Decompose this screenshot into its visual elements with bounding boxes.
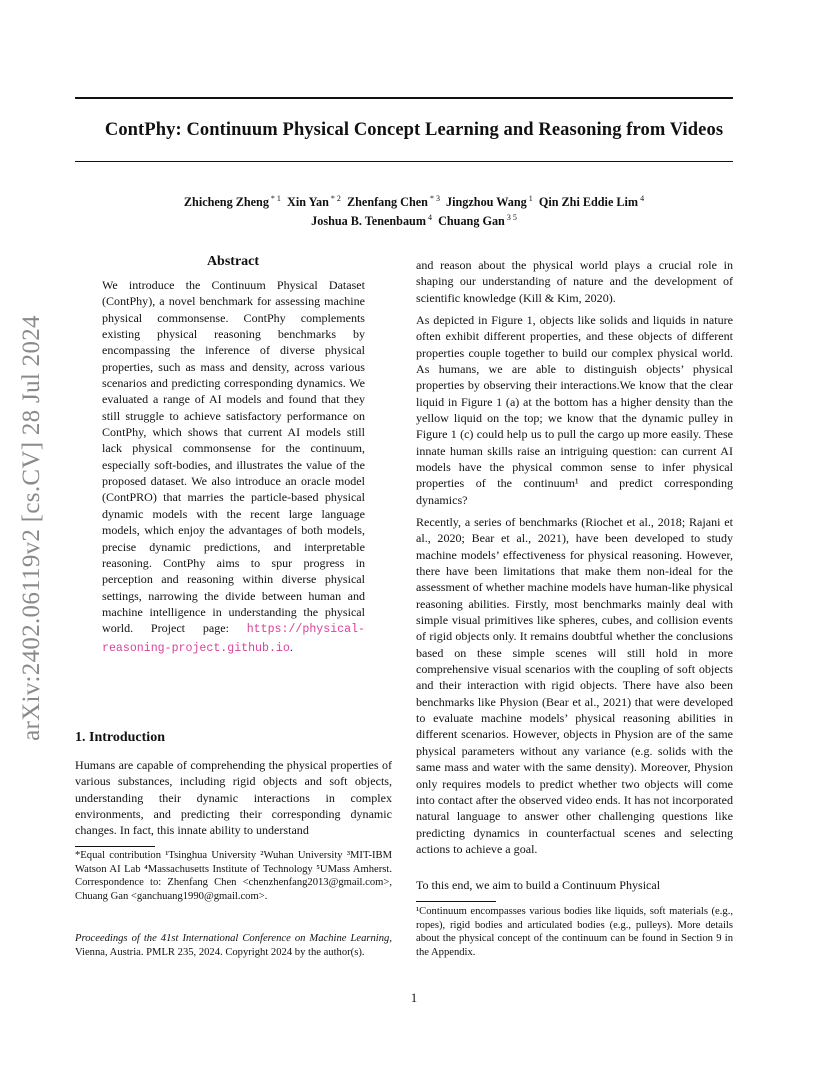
- footnote-continuum: ¹Continuum encompasses various bodies like liquids, soft materials (e.g., ropes), rigid bodies and articulated bodies (e.g., pulleys). More details about the physical concept of the continuum can be found in Section 9 in the Appendix.: [416, 906, 733, 958]
- author-name: Zhenfang Chen: [347, 195, 428, 210]
- author-name: Joshua B. Tenenbaum: [311, 214, 426, 229]
- author-affiliation-mark: 1: [526, 194, 533, 203]
- footnote-rule-left: [75, 846, 155, 847]
- paper-title: ContPhy: Continuum Physical Concept Learning and Reasoning from Videos: [104, 120, 724, 140]
- author-affiliation-mark: 4: [426, 213, 432, 223]
- intro-paragraph: Humans are capable of comprehending the physical properties of various substances, including rigid objects and soft objects, understanding their dynamic interactions in complex environments, and predicting their corresponding dynamic changes. In fact, this innate ability to understand: [75, 758, 392, 838]
- title-bottom-rule: [75, 161, 733, 162]
- author-name: Zhicheng Zheng: [183, 195, 269, 210]
- right-paragraph-4: To this end, we aim to build a Continuum Physical: [416, 878, 661, 892]
- abstract-text: We introduce the Continuum Physical Dataset (ContPhy), a novel benchmark for assessing machine physical commonsense. ContPhy complements existing physical reasoning benchmarks by encompassing the inference of diverse physical properties, such as mass and density, across various scenarios and predicting corresponding dynamics. We evaluated a range of AI models and found that they still struggle to achieve satisfactory performance on ContPhy, which shows that current AI models still lack physical commonsense for the continuum, especially soft-bodies, and illustrates the value of the proposed dataset. We also introduce an oracle model (ContPRO) that marries the particle-based physical dynamic models with the recent large language models, which enjoy the advantages of both models, precise dynamic predictions, and interpretable reasoning. ContPhy aims to spur progress in perception and reasoning within diverse physical settings, narrowing the divide between human and machine intelligence in understanding the physical world. Project page: https://physical-reasoning-project.github.io.: [102, 278, 365, 655]
- author-name: Jingzhou Wang: [446, 195, 527, 210]
- author-line-1: [100, 191, 728, 210]
- footnote-rule-right: [416, 901, 496, 902]
- right-paragraph-2: As depicted in Figure 1, objects like solids and liquids in nature often exhibit different properties, and these objects of different properties couple together to build our complex physical world. As humans, we are able to distinguish objects’ physical properties by observing their interactions.We know that the clear liquid in Figure 1 (a) at the bottom has a higher density than the yellow liquid on the top; we know that the dynamic pulley in Figure 1 (c) could help us to pull the cargo up more easily. These innate human skills raise an intriguing question: can current AI models have the physical common sense to infer physical properties of the continuum¹ and predict corresponding dynamics?: [416, 313, 733, 507]
- author-name: Qin Zhi Eddie Lim: [538, 195, 639, 210]
- right-paragraph-3: Recently, a series of benchmarks (Riochet et al., 2018; Rajani et al., 2020; Bear et al., 2021), have been developed to study machine models’ effectiveness for physical reasoning. However, there have been limitations that make them non-ideal for the assessment of whether machine models have human-like physical reasoning abilities. Firstly, most benchmarks mainly deal with simple visual primitives like spheres, cubes, and collision events of rigid objects only. It remains doubtful whether the conclusions based on these simple scenes will still hold in more comprehensive visual scenarios with the coupling of soft objects and their interaction with rigid objects. There have also been benchmarks like Physion (Bear et al., 2021) that were developed to evaluate machine models’ physical reasoning abilities in different scenarios. However, objects in Physion are of the same physical parameters without any variance (e.g. solids with the same mass and water with the same density). Moreover, Physion only requires models to predict whether two objects will come into contact after the observed video ends. It has not incorporated natural language to answer other challenging questions like predicting dynamics in counterfactual scenes and selecting actions to achieve a goal.: [416, 515, 733, 856]
- proceedings-note: [75, 932, 392, 959]
- project-page-link[interactable]: https://physical-reasoning-project.github.io: [102, 623, 365, 655]
- author-affiliation-mark: * 2: [328, 194, 341, 203]
- author-list: [100, 191, 728, 229]
- title-top-rule: [75, 97, 733, 99]
- abstract-body: We introduce the Continuum Physical Dataset (ContPhy), a novel benchmark for assessing machine physical commonsense. ContPhy complements existing physical reasoning benchmarks by encompassing the inference of diverse physical properties, such as mass and density, across various scenarios and predicting corresponding dynamics. We evaluated a range of AI models and found that they still struggle to achieve satisfactory performance on ContPhy, which shows that current AI models still lack physical commonsense for the continuum, especially soft-bodies, and illustrates the value of the proposed dataset. We also introduce an oracle model (ContPRO) that marries the particle-based physical dynamic models with the recent large language models, which enjoy the advantages of both models, precise dynamic predictions, and interpretable reasoning. ContPhy aims to spur progress in perception and reasoning within diverse physical settings, narrowing the divide between human and machine intelligence in understanding the physical world. Project page:: [102, 278, 365, 636]
- arxiv-stamp: arXiv:2402.06119v2 [cs.CV] 28 Jul 2024: [18, 315, 45, 741]
- section-heading-introduction: 1. Introduction: [75, 730, 165, 745]
- proceedings-venue: Proceedings of the 41st International Conference on Machine Learning: [75, 933, 390, 944]
- author-line-2: [100, 210, 728, 229]
- author-affiliation-mark: * 1: [268, 194, 281, 203]
- footnote-affiliations: *Equal contribution ¹Tsinghua University ²Wuhan University ³MIT-IBM Watson AI Lab ⁴Massachusetts Institute of Technology ⁵UMass Amherst. Correspondence to: Zhenfang Chen <chenzhenfang2013@gmail.com>, Chuang Gan <ganchuang1990@gmail.com>.: [75, 850, 392, 902]
- page-number: 1: [410, 991, 418, 1005]
- author-name: Chuang Gan: [438, 214, 505, 229]
- right-paragraph-1: and reason about the physical world plays a crucial role in shaping our understanding of nature and the development of scientific knowledge (Kill & Kim, 2020).: [416, 258, 733, 305]
- author-affiliation-mark: 3 5: [504, 213, 517, 223]
- author-affiliation-mark: 4: [638, 194, 645, 203]
- author-name: Xin Yan: [287, 195, 329, 210]
- abstract-heading: Abstract: [206, 254, 260, 269]
- proceedings-details: , Vienna, Austria. PMLR 235, 2024. Copyright 2024 by the author(s).: [75, 933, 392, 958]
- author-affiliation-mark: * 3: [427, 194, 440, 203]
